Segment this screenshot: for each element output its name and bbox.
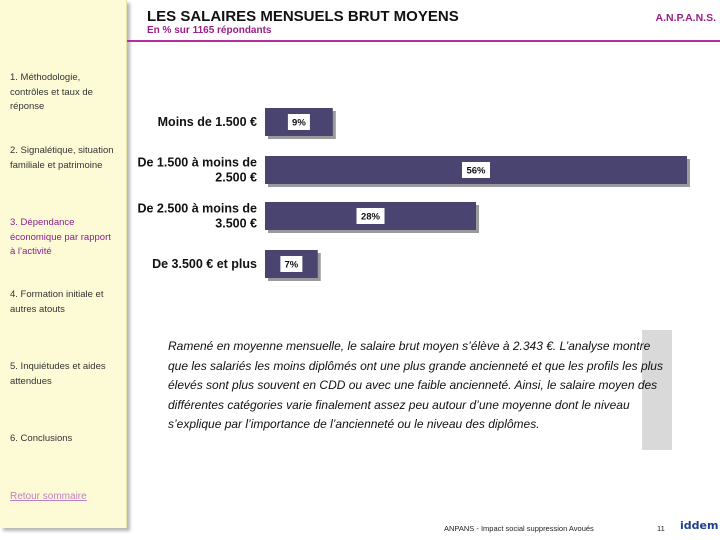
category-label: De 3.500 € et plus xyxy=(152,257,257,271)
category-label: De 1.500 à moins de 2.500 € xyxy=(137,155,257,185)
page-title: LES SALAIRES MENSUELS BRUT MOYENS xyxy=(147,8,459,25)
page-number: 11 xyxy=(657,524,665,533)
page-subtitle: En % sur 1165 répondants xyxy=(147,25,272,36)
iddem-logo: iddem xyxy=(680,519,719,532)
category-label: De 2.500 à moins de 3.500 € xyxy=(137,201,257,231)
sidebar-item-signaletique[interactable]: 2. Signalétique, situation familiale et patrimoine xyxy=(10,145,114,171)
sidebar-item-inquietudes[interactable]: 5. Inquiétudes et aides attendues xyxy=(10,361,106,387)
sidebar-item-methodologie[interactable]: 1. Méthodologie, contrôles et taux de réponse xyxy=(10,72,93,112)
sidebar-item-dependance[interactable]: 3. Dépendance économique par rapport à l’activité xyxy=(10,217,111,257)
data-label: 56% xyxy=(466,165,486,177)
header-rule xyxy=(127,40,720,42)
org-name: A.N.P.A.N.S. xyxy=(655,12,716,24)
data-label: 9% xyxy=(292,117,306,129)
sidebar-item-conclusions[interactable]: 6. Conclusions xyxy=(10,433,73,444)
footer-text: ANPANS - Impact social suppression Avoués xyxy=(444,524,594,533)
salary-bar-chart xyxy=(127,95,720,285)
analysis-text: Ramené en moyenne mensuelle, le salaire brut moyen s’élève à 2.343 €. L’analyse montre que les salariés les moins diplômés ont une plus grande ancienneté et que les profils les plus élevés sont plus souvent en CDD ou avec une faible ancienneté. Ainsi, le salaire moyen des différentes catégories varie finalement assez peu autour d’une moyenne dont le niveau s’explique par l’importance de l’ancienneté ou le niveau des diplômes. xyxy=(168,339,663,431)
category-label: Moins de 1.500 € xyxy=(157,115,257,129)
data-label: 28% xyxy=(360,211,381,223)
data-label: 7% xyxy=(284,259,299,271)
return-summary-link[interactable]: Retour sommaire xyxy=(10,491,87,502)
sidebar xyxy=(0,0,127,528)
sidebar-item-formation[interactable]: 4. Formation initiale et autres atouts xyxy=(10,289,104,315)
